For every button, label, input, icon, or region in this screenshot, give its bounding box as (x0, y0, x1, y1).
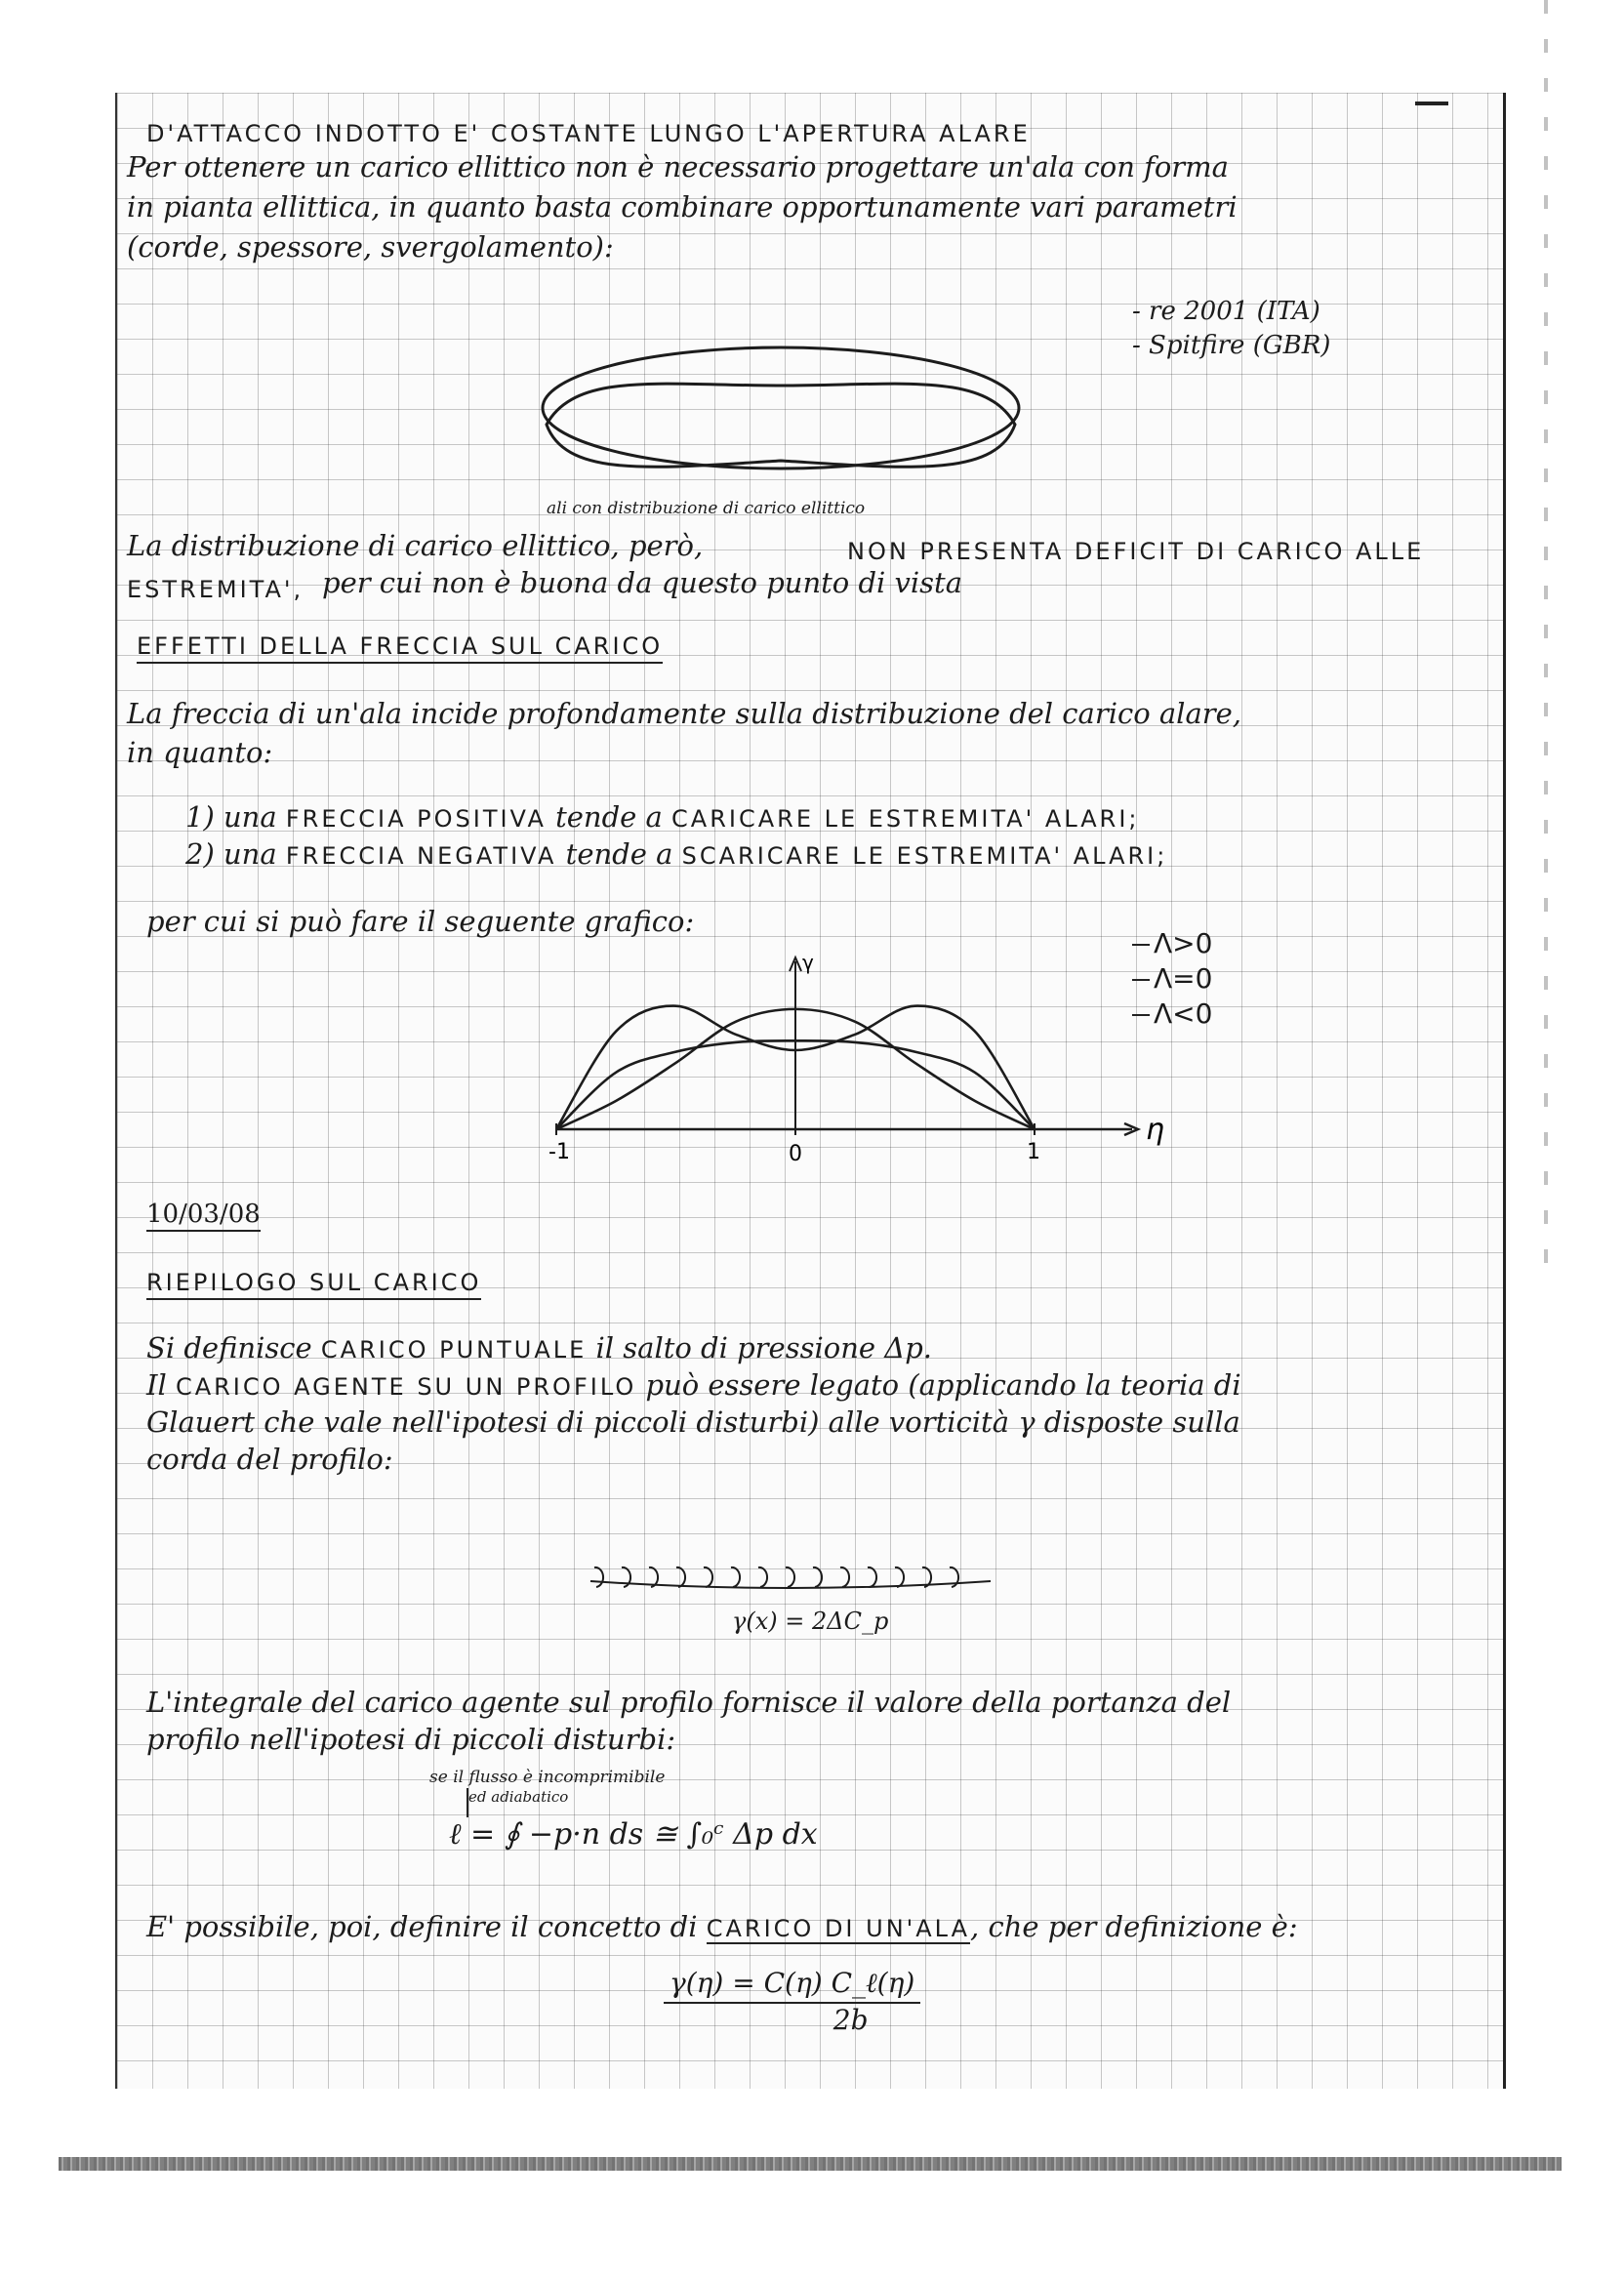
elliptic-wing-sketch (527, 332, 1035, 488)
load-line-1-c: il salto di pressione Δp. (595, 1331, 932, 1364)
load-line-7-a: E' possibile, poi, definire il concetto di (146, 1910, 698, 1943)
wing-caption: ali con distribuzione di carico ellittico (547, 499, 866, 518)
line-5b: NON PRESENTA DEFICIT DI CARICO ALLE (847, 538, 1425, 565)
x-tick-label-zero: 0 (789, 1142, 802, 1166)
vortex-symbol (676, 1568, 685, 1587)
load-line-7-term: CARICO DI UN'ALA (706, 1915, 971, 1942)
load-line-1-term: CARICO PUNTUALE (320, 1336, 588, 1364)
vortex-symbol (704, 1568, 712, 1587)
line-1: D'ATTACCO INDOTTO E' COSTANTE LUNGO L'APERTURA ALARE (146, 120, 1031, 147)
line-6b: per cui non è buona da questo punto di vista (322, 566, 962, 599)
load-line-7 (146, 1908, 1298, 1948)
vortex-symbol (731, 1568, 740, 1587)
sweep-item-1 (185, 798, 1140, 838)
section-heading-sweep: EFFETTI DELLA FRECCIA SUL CARICO (137, 632, 663, 664)
wing-load-numerator: γ(η) = C(η) C_ℓ(η) (664, 1967, 920, 2004)
vortex-label: γ(x) = 2ΔC_p (732, 1608, 889, 1635)
sweep-item-1-effect: CARICARE LE ESTREMITA' ALARI; (671, 805, 1140, 833)
line-5a: La distribuzione di carico ellittico, però, (127, 529, 704, 562)
wing-load-denominator: 2b (832, 2004, 869, 2036)
load-line-2-c: può essere legato (applicando la teoria di (645, 1368, 1241, 1402)
sweep-item-2-number: 2) (185, 837, 215, 871)
vortex-symbol (594, 1568, 603, 1587)
sweep-paragraph-3: per cui si può fare il seguente grafico: (146, 905, 695, 938)
sweep-item-1-verb: tende a (555, 800, 663, 834)
vortex-symbol (758, 1568, 767, 1587)
x-axis-label: η (1146, 1113, 1165, 1147)
vortex-symbol (895, 1568, 904, 1587)
line-3: in pianta ellittica, in quanto basta combinare opportunamente vari parametri (127, 190, 1238, 224)
sweep-item-2-verb: tende a (565, 837, 673, 871)
legend-label-zero: Λ=0 (1154, 962, 1213, 995)
margin-mark (1415, 102, 1448, 105)
vortex-symbol (786, 1568, 794, 1587)
legend-label-positive: Λ>0 (1154, 927, 1213, 959)
sweep-paragraph-2: in quanto: (127, 736, 273, 769)
wing-planform-spitfire (547, 384, 1015, 467)
section-heading-load: RIEPILOGO SUL CARICO (146, 1269, 481, 1300)
sweep-paragraph-1: La freccia di un'ala incide profondamente sulla distribuzione del carico alare, (127, 697, 1241, 730)
load-line-2-a: Il (146, 1368, 167, 1402)
scan-edge-band (59, 2157, 1562, 2171)
x-tick-label-max: 1 (1027, 1140, 1040, 1164)
x-tick-label-min: -1 (548, 1140, 570, 1164)
note-arrow (467, 1788, 468, 1817)
load-line-7-c: , che per definizione è: (970, 1910, 1298, 1943)
sweep-item-2-effect: SCARICARE LE ESTREMITA' ALARI; (681, 842, 1168, 870)
adiabatic-note: ed adiabatico (468, 1788, 569, 1806)
sweep-item-1-subject: FRECCIA POSITIVA (285, 805, 547, 833)
line-2: Per ottenere un carico ellittico non è necessario progettare un'ala con forma (127, 150, 1229, 183)
load-line-1-a: Si definisce (146, 1331, 312, 1364)
legend-item-zero (1132, 962, 1212, 995)
sweep-item-1-number: 1) (185, 800, 215, 834)
lift-formula: ℓ = ∮ −p·n ds ≅ ∫₀ᶜ Δp dx (449, 1817, 818, 1852)
load-line-1 (146, 1329, 932, 1369)
load-line-6: profilo nell'ipotesi di piccoli disturbi: (146, 1723, 676, 1756)
legend-item-positive (1132, 927, 1212, 959)
sweep-load-chart (527, 952, 1191, 1186)
wing-load-formula (664, 1967, 920, 2036)
wing-planform-ellipse (543, 347, 1019, 468)
aircraft-example-2: - Spitfire (GBR) (1132, 331, 1331, 360)
load-line-4: corda del profilo: (146, 1443, 393, 1476)
legend-label-negative: Λ<0 (1154, 998, 1213, 1030)
date-heading: 10/03/08 (146, 1199, 261, 1232)
load-line-5: L'integrale del carico agente sul profilo fornisce il valore della portanza del (146, 1686, 1232, 1719)
vortex-symbol (868, 1568, 876, 1587)
load-line-3: Glauert che vale nell'ipotesi di piccoli disturbi) alle vorticità γ disposte sulla (146, 1405, 1240, 1439)
sweep-item-1-word: una (223, 800, 277, 834)
legend-item-negative (1132, 998, 1212, 1030)
load-line-2 (146, 1366, 1241, 1406)
load-line-2-term: CARICO AGENTE SU UN PROFILO (175, 1373, 637, 1401)
sweep-item-2-word: una (223, 837, 277, 871)
incompressible-note: se il flusso è incomprimibile (429, 1768, 666, 1787)
sweep-item-2 (185, 835, 1167, 875)
vortex-sheet-sketch (586, 1552, 995, 1601)
line-4: (corde, spessore, svergolamento): (127, 230, 614, 264)
line-6a: ESTREMITA', (127, 576, 304, 603)
page-edge-marks (1544, 0, 1548, 1269)
sweep-item-2-subject: FRECCIA NEGATIVA (285, 842, 557, 870)
aircraft-example-1: - re 2001 (ITA) (1132, 297, 1320, 326)
y-axis-label: γ (802, 952, 814, 974)
vortex-symbol (840, 1568, 849, 1587)
vortex-symbol (813, 1568, 822, 1587)
